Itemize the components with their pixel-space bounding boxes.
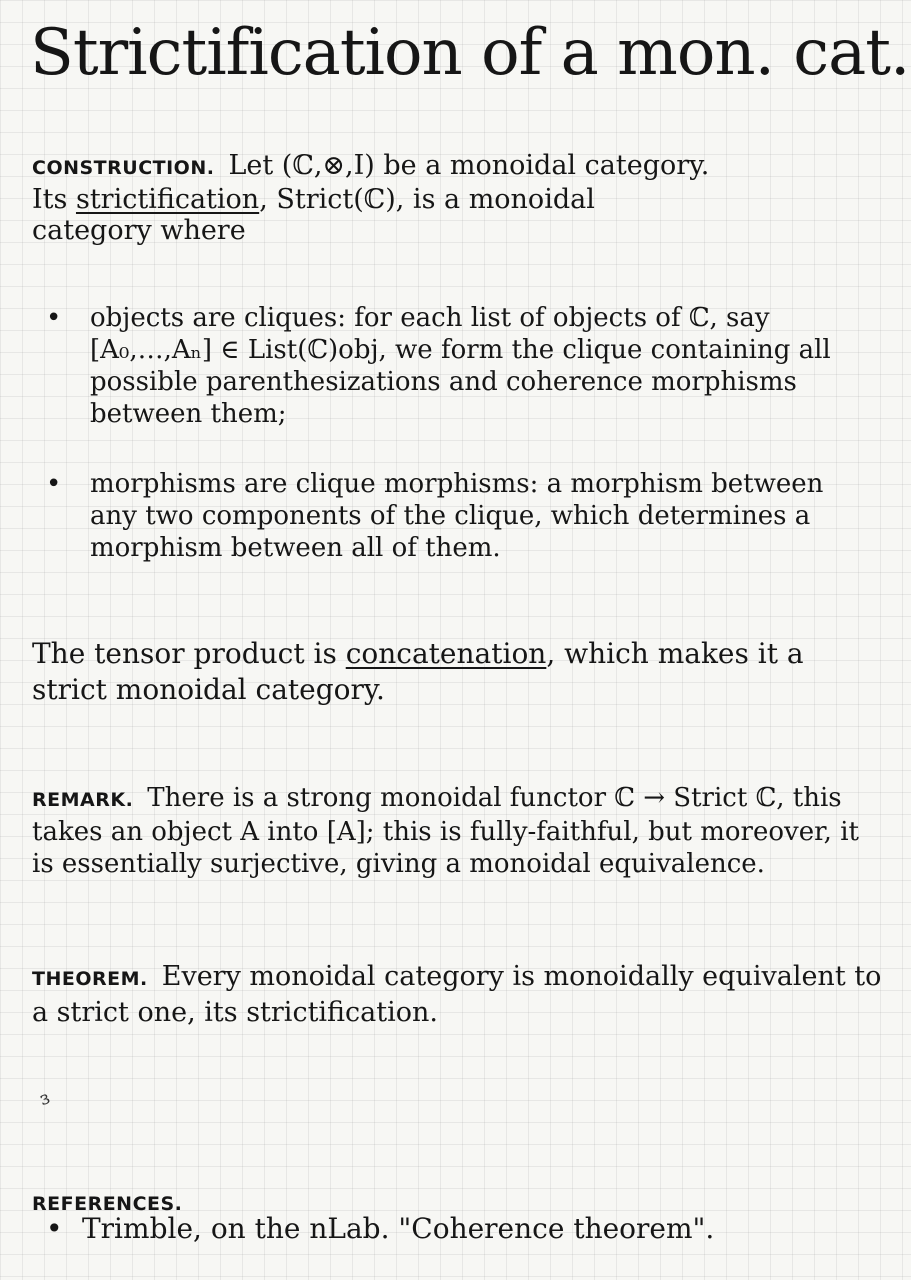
list-item-morphisms bbox=[40, 468, 870, 564]
page-title: Strictification of a mon. cat. bbox=[30, 16, 910, 90]
tensor-text-end: , which makes it a strict monoidal category. bbox=[32, 637, 804, 706]
remark-label: REMARK. bbox=[32, 789, 134, 811]
construction-label: CONSTRUCTION. bbox=[32, 157, 215, 179]
reference-text: Trimble, on the nLab. "Coherence theorem". bbox=[82, 1212, 715, 1245]
references-list bbox=[40, 1212, 714, 1246]
bullet-text-morphisms: morphisms are clique morphisms: a morphism between any two components of the clique, which determines a morphism between all of them. bbox=[90, 469, 824, 563]
bullet-dot: • bbox=[46, 1212, 63, 1245]
construction-bullets bbox=[40, 302, 870, 564]
construction-line2-end: , Strict(ℂ), is a monoidal bbox=[259, 184, 595, 215]
stray-pen-mark: ɜ bbox=[36, 1087, 53, 1110]
strictification-term: strictification bbox=[75, 184, 260, 215]
construction-line3: category where bbox=[32, 215, 246, 246]
construction-line1: Let (ℂ,⊗,I) be a monoidal category. bbox=[228, 150, 710, 181]
tensor-paragraph bbox=[32, 636, 882, 708]
list-item-objects bbox=[40, 302, 870, 430]
list-item-reference bbox=[40, 1212, 714, 1246]
theorem-text: Every monoidal category is monoidally equivalent to a strict one, its strictification. bbox=[32, 961, 882, 1028]
bullet-dot: • bbox=[46, 303, 62, 333]
theorem-section bbox=[32, 960, 882, 1030]
concatenation-term: concatenation bbox=[345, 637, 547, 670]
bullet-dot: • bbox=[46, 469, 62, 499]
references-label: REFERENCES. bbox=[32, 1193, 183, 1215]
bullet-text-objects: objects are cliques: for each list of objects of ℂ, say [A₀,…,Aₙ] ∈ List(ℂ)obj, we form the clique containing all possible parenthesizations and coherence morphisms between them; bbox=[90, 303, 831, 429]
construction-section bbox=[32, 150, 882, 246]
remark-text: There is a strong monoidal functor ℂ → Strict ℂ, this takes an object A into [A]; this is fully-faithful, but moreover, it is essentially surjective, giving a monoidal equivalence. bbox=[32, 783, 859, 879]
remark-section bbox=[32, 782, 882, 880]
construction-line2-start: Its bbox=[32, 184, 68, 215]
theorem-label: THEOREM. bbox=[32, 968, 148, 990]
tensor-text-start: The tensor product is bbox=[32, 637, 337, 670]
